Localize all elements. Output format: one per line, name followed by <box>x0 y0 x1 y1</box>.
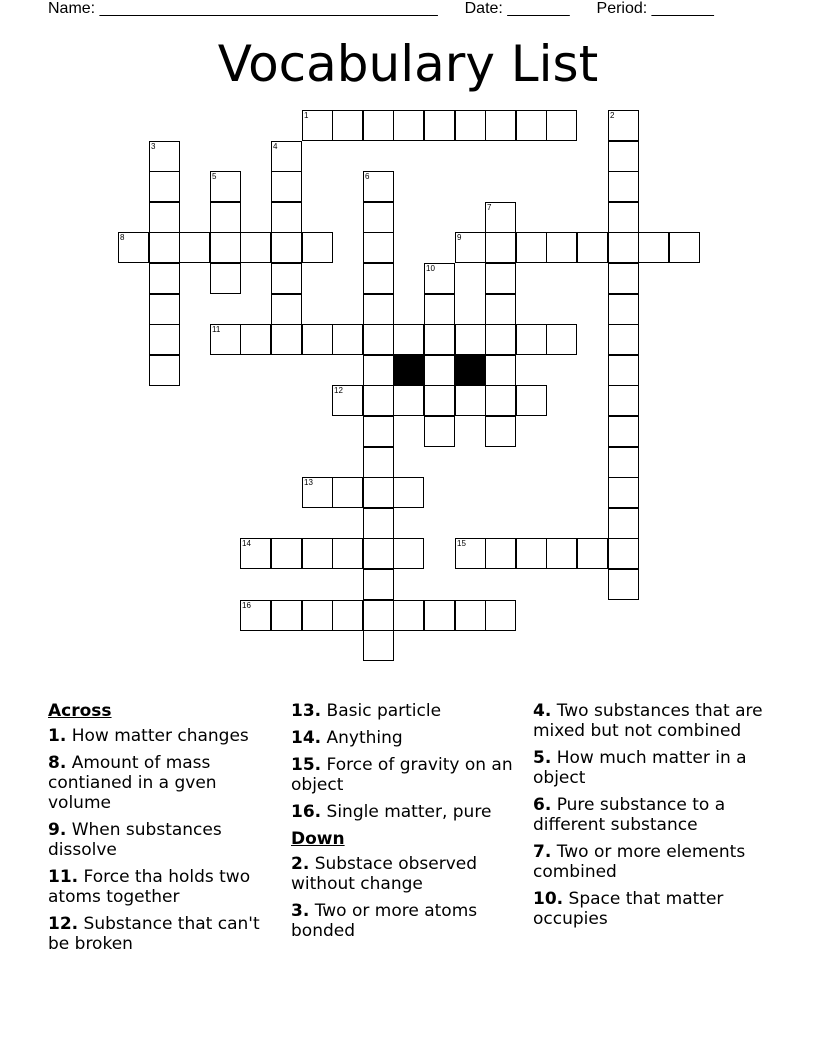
crossword-cell[interactable] <box>240 232 271 263</box>
crossword-cell[interactable] <box>363 416 394 447</box>
crossword-cell[interactable] <box>455 385 486 416</box>
crossword-cell[interactable] <box>485 232 516 263</box>
crossword-cell[interactable] <box>210 171 241 202</box>
crossword-cell[interactable] <box>608 110 639 141</box>
clue-number: 14 <box>242 539 251 548</box>
crossword-cell[interactable] <box>149 202 180 233</box>
crossword-cell[interactable] <box>608 141 639 172</box>
page-title: Vocabulary List <box>217 35 599 93</box>
down-clue: 4. Two substances that are mixed but not combined <box>533 701 763 741</box>
clue-number: 15 <box>457 539 466 548</box>
down-clue: 10. Space that matter occupies <box>533 889 724 929</box>
crossword-cell[interactable] <box>271 141 302 172</box>
crossword-cell[interactable] <box>149 232 180 263</box>
crossword-cell[interactable] <box>363 600 394 631</box>
crossword-cell[interactable] <box>393 385 424 416</box>
crossword-cell[interactable] <box>332 538 363 569</box>
crossword-cell[interactable] <box>424 355 455 386</box>
down-heading: Down <box>291 829 345 849</box>
clue-number: 11 <box>212 325 221 334</box>
across-clue: 11. Force tha holds two atoms together <box>48 867 251 907</box>
crossword-cell[interactable] <box>210 324 241 355</box>
crossword-cell[interactable] <box>608 508 639 539</box>
crossword-cell[interactable] <box>424 263 455 294</box>
crossword-cell[interactable] <box>393 600 424 631</box>
across-clue: 9. When substances dissolve <box>48 820 222 860</box>
crossword-cell[interactable] <box>332 477 363 508</box>
crossword-cell[interactable] <box>516 385 547 416</box>
crossword-cell[interactable] <box>302 324 333 355</box>
crossword-cell[interactable] <box>393 324 424 355</box>
clue-number: 10 <box>426 264 435 273</box>
crossword-cell[interactable] <box>363 385 394 416</box>
name-field-label: Name: ______________________________________ <box>48 0 438 17</box>
crossword-cell[interactable] <box>577 538 608 569</box>
crossword-cell[interactable] <box>608 171 639 202</box>
crossword-cell[interactable] <box>516 232 547 263</box>
crossword-cell[interactable] <box>179 232 210 263</box>
crossword-cell[interactable] <box>485 355 516 386</box>
crossword-cell[interactable] <box>485 385 516 416</box>
crossword-cell[interactable] <box>363 232 394 263</box>
crossword-cell[interactable] <box>149 294 180 325</box>
blocked-cell <box>393 355 424 386</box>
crossword-cell[interactable] <box>424 385 455 416</box>
crossword-cell[interactable] <box>608 569 639 600</box>
crossword-cell[interactable] <box>608 202 639 233</box>
clue-number: 4 <box>273 142 278 151</box>
crossword-cell[interactable] <box>363 508 394 539</box>
clue-number: 3 <box>151 142 156 151</box>
clue-number: 12 <box>334 386 343 395</box>
crossword-cell[interactable] <box>608 263 639 294</box>
crossword-cell[interactable] <box>485 202 516 233</box>
crossword-cell[interactable] <box>271 600 302 631</box>
crossword-cell[interactable] <box>608 447 639 478</box>
across-clue: 12. Substance that can't be broken <box>48 914 260 954</box>
date-field-label: Date: _______ <box>464 0 570 17</box>
crossword-cell[interactable] <box>149 141 180 172</box>
crossword-cell[interactable] <box>393 477 424 508</box>
crossword-cell[interactable] <box>210 263 241 294</box>
crossword-cell[interactable] <box>485 294 516 325</box>
crossword-cell[interactable] <box>608 294 639 325</box>
crossword-cell[interactable] <box>424 600 455 631</box>
crossword-cell[interactable] <box>363 355 394 386</box>
clue-column-1 <box>48 701 280 961</box>
clue-number: 5 <box>212 172 217 181</box>
down-clue: 7. Two or more elements combined <box>533 842 746 882</box>
across-clue: 13. Basic particle <box>291 701 442 721</box>
across-clue: 16. Single matter, pure <box>291 802 492 822</box>
crossword-cell[interactable] <box>240 324 271 355</box>
crossword-cell[interactable] <box>302 477 333 508</box>
crossword-cell[interactable] <box>516 110 547 141</box>
across-clue: 15. Force of gravity on an object <box>291 755 513 795</box>
period-field-label: Period: _______ <box>596 0 714 17</box>
crossword-cell[interactable] <box>271 324 302 355</box>
crossword-cell[interactable] <box>608 385 639 416</box>
crossword-cell[interactable] <box>516 538 547 569</box>
clue-number: 2 <box>610 111 615 120</box>
crossword-cell[interactable] <box>455 324 486 355</box>
crossword-cell[interactable] <box>608 477 639 508</box>
crossword-cell[interactable] <box>669 232 700 263</box>
crossword-cell[interactable] <box>363 171 394 202</box>
crossword-cell[interactable] <box>485 324 516 355</box>
crossword-cell[interactable] <box>363 630 394 661</box>
crossword-cell[interactable] <box>210 232 241 263</box>
clue-number: 9 <box>457 233 462 242</box>
down-clue: 6. Pure substance to a different substance <box>533 795 726 835</box>
crossword-cell[interactable] <box>393 538 424 569</box>
crossword-cell[interactable] <box>485 600 516 631</box>
clue-number: 13 <box>304 478 313 487</box>
crossword-cell[interactable] <box>608 416 639 447</box>
crossword-cell[interactable] <box>363 538 394 569</box>
crossword-cell[interactable] <box>332 324 363 355</box>
crossword-cell[interactable] <box>210 202 241 233</box>
clue-column-3 <box>533 701 765 936</box>
clue-number: 7 <box>487 203 492 212</box>
crossword-cell[interactable] <box>516 324 547 355</box>
crossword-cell[interactable] <box>271 171 302 202</box>
across-heading: Across <box>48 701 112 721</box>
crossword-cell[interactable] <box>363 294 394 325</box>
crossword-cell[interactable] <box>302 110 333 141</box>
crossword-cell[interactable] <box>608 232 639 263</box>
crossword-cell[interactable] <box>455 110 486 141</box>
crossword-cell[interactable] <box>271 538 302 569</box>
crossword-cell[interactable] <box>363 324 394 355</box>
crossword-cell[interactable] <box>302 232 333 263</box>
crossword-cell[interactable] <box>271 232 302 263</box>
crossword-cell[interactable] <box>485 263 516 294</box>
clue-number: 16 <box>242 601 251 610</box>
crossword-cell[interactable] <box>240 538 271 569</box>
crossword-cell[interactable] <box>424 110 455 141</box>
crossword-cell[interactable] <box>149 355 180 386</box>
clue-number: 8 <box>120 233 125 242</box>
crossword-cell[interactable] <box>149 171 180 202</box>
crossword-cell[interactable] <box>149 324 180 355</box>
crossword-cell[interactable] <box>455 600 486 631</box>
crossword-cell[interactable] <box>118 232 149 263</box>
clue-number: 6 <box>365 172 370 181</box>
crossword-cell[interactable] <box>546 324 577 355</box>
crossword-cell[interactable] <box>424 416 455 447</box>
crossword-cell[interactable] <box>363 202 394 233</box>
down-clue: 2. Substace observed without change <box>291 854 478 894</box>
clue-list <box>48 701 768 981</box>
crossword-cell[interactable] <box>332 110 363 141</box>
crossword-cell[interactable] <box>485 416 516 447</box>
crossword-cell[interactable] <box>271 202 302 233</box>
crossword-cell[interactable] <box>271 263 302 294</box>
blocked-cell <box>455 355 486 386</box>
crossword-cell[interactable] <box>485 110 516 141</box>
crossword-cell[interactable] <box>302 538 333 569</box>
crossword-cell[interactable] <box>455 232 486 263</box>
crossword-cell[interactable] <box>149 263 180 294</box>
crossword-cell[interactable] <box>424 324 455 355</box>
crossword-cell[interactable] <box>393 110 424 141</box>
crossword-cell[interactable] <box>608 538 639 569</box>
crossword-cell[interactable] <box>608 324 639 355</box>
crossword-cell[interactable] <box>271 294 302 325</box>
crossword-cell[interactable] <box>363 263 394 294</box>
crossword-cell[interactable] <box>546 110 577 141</box>
crossword-cell[interactable] <box>424 294 455 325</box>
clue-number: 1 <box>304 111 309 120</box>
crossword-cell[interactable] <box>546 538 577 569</box>
across-clue: 1. How matter changes <box>48 726 249 746</box>
crossword-cell[interactable] <box>455 538 486 569</box>
crossword-cell[interactable] <box>546 232 577 263</box>
down-clue: 3. Two or more atoms bonded <box>291 901 478 941</box>
crossword-cell[interactable] <box>608 355 639 386</box>
clue-column-2 <box>291 701 523 948</box>
across-clue: 8. Amount of mass contianed in a gven volume <box>48 753 217 813</box>
down-clue: 5. How much matter in a object <box>533 748 747 788</box>
crossword-cell[interactable] <box>485 538 516 569</box>
crossword-cell[interactable] <box>638 232 669 263</box>
crossword-cell[interactable] <box>363 569 394 600</box>
crossword-cell[interactable] <box>363 110 394 141</box>
crossword-cell[interactable] <box>332 600 363 631</box>
crossword-cell[interactable] <box>577 232 608 263</box>
crossword-cell[interactable] <box>240 600 271 631</box>
crossword-cell[interactable] <box>302 600 333 631</box>
crossword-cell[interactable] <box>363 447 394 478</box>
across-clue: 14. Anything <box>291 728 403 748</box>
crossword-cell[interactable] <box>363 477 394 508</box>
crossword-cell[interactable] <box>332 385 363 416</box>
